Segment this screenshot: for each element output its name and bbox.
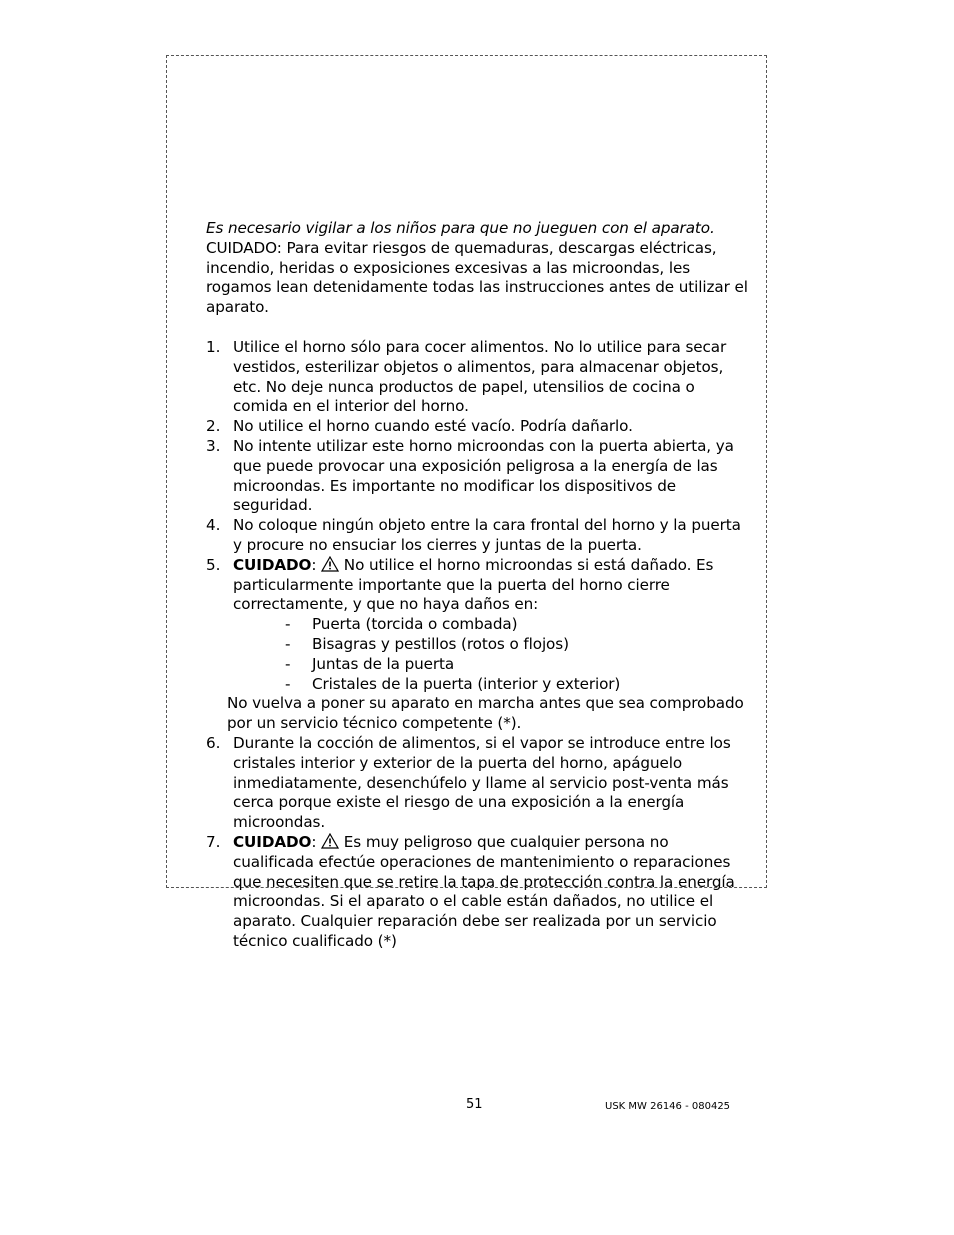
caution-label: CUIDADO: [233, 555, 312, 574]
page-number: 51: [466, 1097, 483, 1112]
item-number: 7.: [206, 832, 221, 851]
defects-list: [233, 615, 751, 694]
service-note: No vuelva a poner su aparato en marcha antes que sea comprobado por un servicio técnico competente (*).: [227, 694, 744, 733]
defect-item: [233, 655, 751, 675]
dash: -: [285, 654, 291, 673]
caution-intro: CUIDADO: Para evitar riesgos de quemaduras, descargas eléctricas, incendio, heridas o exposiciones excesivas a las microondas, les rogamos lean detenidamente todas las instrucciones antes de utilizar el aparato.: [206, 238, 748, 317]
manual-content: [206, 219, 751, 952]
item-text: Utilice el horno sólo para cocer alimentos. No lo utilice para secar vestidos, esterilizar objetos o alimentos, para almacenar objetos, etc. No deje nunca productos de papel, utensilios de cocina o comida en el interior del horno.: [233, 337, 727, 416]
warning-triangle-icon: [321, 556, 339, 572]
child-warning: Es necesario vigilar a los niños para que no jueguen con el aparato.: [206, 219, 715, 237]
defect-text: Puerta (torcida o combada): [312, 615, 518, 634]
spacer: [206, 318, 751, 338]
item-number: 3.: [206, 436, 221, 455]
list-item: [206, 556, 751, 695]
list-item: [206, 833, 751, 952]
defect-item: [233, 615, 751, 635]
safety-list: [206, 338, 751, 694]
caution-label: CUIDADO: [233, 832, 312, 851]
list-item: [206, 338, 751, 417]
item-text: No intente utilizar este horno microondas con la puerta abierta, ya que puede provocar una exposición peligrosa a la energía de las microondas. Es importante no modificar los dispositivos de seguridad.: [233, 436, 734, 515]
caution-colon: :: [311, 555, 317, 574]
list-item: [206, 734, 751, 833]
item-text: No utilice el horno microondas si está dañado. Es particularmente importante que la puerta del horno cierre correctamente, y que no haya daños en:: [233, 555, 714, 614]
item-text: No coloque ningún objeto entre la cara frontal del horno y la puerta y procure no ensuciar los cierres y juntas de la puerta.: [233, 516, 741, 554]
item-number: 4.: [206, 516, 221, 535]
defect-text: Juntas de la puerta: [312, 654, 455, 673]
item-text: No utilice el horno cuando esté vacío. Podría dañarlo.: [233, 417, 633, 436]
dash: -: [285, 674, 291, 693]
item-number: 2.: [206, 417, 221, 436]
defect-item: [233, 675, 751, 695]
list-item: [206, 516, 751, 556]
caution-colon: :: [311, 832, 317, 851]
item-number: 1.: [206, 337, 221, 356]
dash: -: [285, 615, 291, 634]
list-item: [206, 417, 751, 437]
defect-text: Bisagras y pestillos (rotos o flojos): [312, 634, 569, 653]
list-item: [206, 437, 751, 516]
item-text: Durante la cocción de alimentos, si el vapor se introduce entre los cristales interior y exterior de la puerta del horno, apáguelo inmediatamente, desenchúfelo y llame al servicio post-venta más cerca porque existe el riesgo de una exposición a la energía microondas.: [233, 733, 731, 832]
model-code: USK MW 26146 - 080425: [605, 1101, 731, 1112]
item-number: 5.: [206, 555, 221, 574]
dash: -: [285, 634, 291, 653]
item-text: Es muy peligroso que cualquier persona no cualificada efectúe operaciones de mantenimiento o reparaciones que necesiten que se retire la tapa de protección contra la energía microondas. Si el aparato o el cable están dañados, no utilice el aparato. Cualquier reparación debe ser realizada por un servicio técnico cualificado (*): [233, 832, 735, 950]
item-number: 6.: [206, 733, 221, 752]
defect-text: Cristales de la puerta (interior y exterior): [312, 674, 621, 693]
warning-triangle-icon: [321, 833, 339, 849]
defect-item: [233, 635, 751, 655]
safety-list-continued: [206, 734, 751, 952]
